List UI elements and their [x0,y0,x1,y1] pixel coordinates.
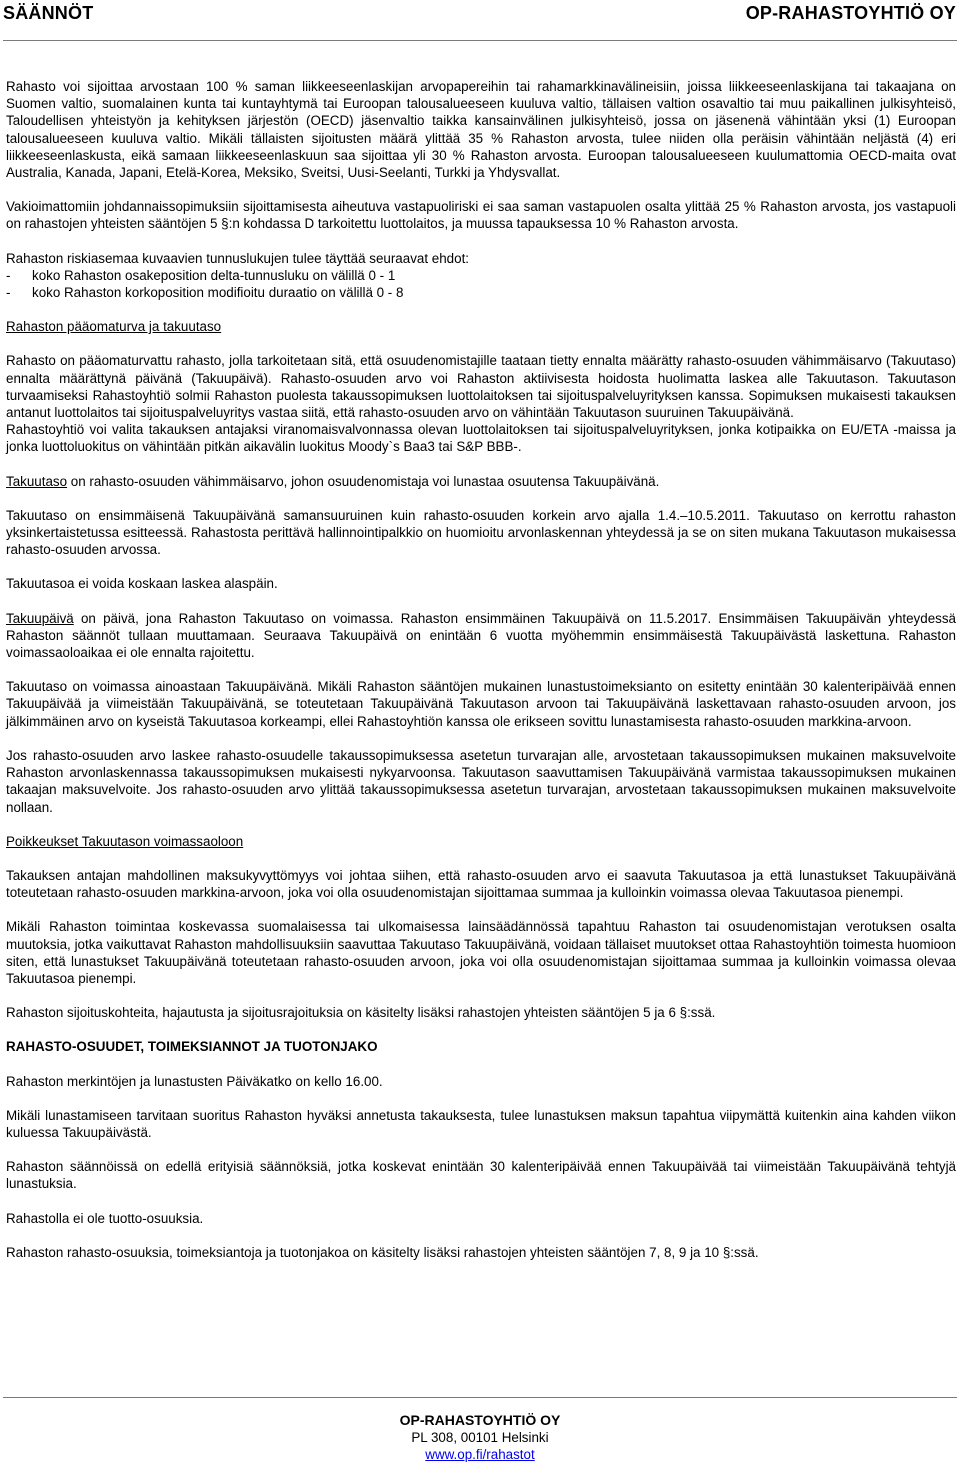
paragraph-takuupaiva-definition: Takuupäivä on päivä, jona Rahaston Takuutaso on voimassa. Rahaston ensimmäinen Takuupäivä on 11.5.2017. Ensimmäisen Takuupäivän yhteydessä Rahaston säännöt tullaan muuttamaan. Seuraava Takuupäivä on enintään 6 vuotta myöhemmin ensimmäisestä Takuupäivästä laskettuna. Rahaston voimassaoloaikaa ei ole ennalta rajoitettu. [6,610,956,661]
footer-divider [3,1397,957,1398]
page-footer [0,1412,960,1463]
paragraph-capital-protection: Rahasto on pääomaturvattu rahasto, jolla tarkoitetaan sitä, että osuudenomistajille taataan tietty ennalta määrätty rahasto-osuuden vähimmäisarvo (Takuutaso) ennalta määrättynä päivänä (Takuupäivä). Rahasto-osuuden arvo voi Rahaston aktiivisesta hoidosta huolimatta laskea alle Takuutason. Takuutason turvaamiseksi Rahastoyhtiö solmii Rahaston puolesta takaussopimuksen luottolaitoksen tai sijoituspalveluyrityksen kanssa. Sopimuksen mukaisesti takauksen antanut luottolaitos tai sijoituspalveluyritys vastaa siitä, että rahasto-osuuden arvo on vähintään Takuutason suuruinen Takuupäivänä. [6,353,956,421]
list-item-text: koko Rahaston osakeposition delta-tunnusluku on välillä 0 - 1 [32,267,396,283]
paragraph-cutoff-time: Rahaston merkintöjen ja lunastusten Päiväkatko on kello 16.00. [6,1073,383,1089]
paragraph-units-reference: Rahaston rahasto-osuuksia, toimeksiantoja ja tuotonjakoa on käsitelty lisäksi rahastojen yhteisten sääntöjen 7, 8, 9 ja 10 §:ssä. [6,1244,759,1260]
section-heading-capital-protection: Rahaston pääomaturva ja takuutaso [6,319,222,335]
section-heading-exceptions: Poikkeukset Takuutason voimassaoloon [6,833,244,849]
footer-company: OP-RAHASTOYHTIÖ OY [399,1412,561,1428]
paragraph-tax-changes: Mikäli Rahaston toimintaa koskevassa suomalaisessa tai ulkomaisessa lainsäädännössä tapahtuu Rahaston tai osuudenomistajan verotuksen osalta muutoksia, jotka vaikuttavat Rahaston mahdollisuuksiin saavuttaa Takuutaso Takuupäivänä, voidaan tällaiset muutokset ottaa Rahastoyhtiön toimesta huomioon siten, että lunastukset Takuupäivänä toteutetaan rahasto-osuuden arvoon, joka voi olla osuudenomistajan sijoittamaa summaa ja kulloinkin voimassa olevaa Takuutasoa pienempi. [6,919,956,986]
list-item [6,284,956,301]
term-takuupaiva: Takuupäivä [6,610,74,626]
paragraph-takuutaso-first: Takuutaso on ensimmäisenä Takuupäivänä samansuuruinen kuin rahasto-osuuden korkein arvo ajalla 1.4.–10.5.2011. Takuutaso on kerrottu rahaston yksinkertaistetussa esitteessä. Rahastosta perittävä hallinnointipalkkio on huomioitu arvonlaskennan yhteydessä ja se on siten mukana Takuutason mukaisessa rahasto-osuuden arvossa. [6,507,956,558]
paragraph-takuutaso-validity: Takuutaso on voimassa ainoastaan Takuupäivänä. Mikäli Rahaston sääntöjen mukainen lunastustoimeksianto on esitetty enintään 30 kalenteripäivää ennen Takuupäivää ja viimeistään Takuupäivänä, se toteutetaan Takuupäivänä Takuutason arvoon tai Takuupäivänä laskettavaan rahasto-osuuden arvoon, jos jälkimmäinen arvo on kyseistä Takuutasoa korkeampi, ellei Rahastoyhtiön kanssa ole erikseen sovittu lunastamisesta rahasto-osuuden markkina-arvoon. [6,679,956,729]
page-header [0,0,960,28]
footer-address: PL 308, 00101 Helsinki [411,1430,549,1445]
paragraph-special-redemptions: Rahaston säännöissä on edellä erityisiä säännöksiä, jotka koskevat enintään 30 kalenteripäivää ennen Takuupäivää tai viimeistään Takuupäivänä tehtyjä lunastuksia. [6,1159,956,1192]
dash-bullet: - [6,285,11,301]
company-title: OP-RAHASTOYHTIÖ OY [745,3,956,23]
list-item [6,267,956,284]
term-takuutaso: Takuutaso [6,473,68,489]
paragraph-risk-indicators-intro: Rahaston riskiasemaa kuvaavien tunnuslukujen tulee täyttää seuraavat ehdot: [6,250,470,266]
paragraph-takuutaso-never-lowered: Takuutasoa ei voida koskaan laskea alaspäin. [6,576,278,592]
dash-bullet: - [6,267,11,283]
footer-website-link[interactable]: www.op.fi/rahastot [425,1447,535,1462]
paragraph-guarantor-selection: Rahastoyhtiö voi valita takauksen antajaksi viranomaisvalvonnassa olevan luottolaitoksen tai sijoituspalveluyrityksen, jonka kotipaikka on EU/ETA -maissa ja jonka luottoluokitus on vähintään pitkän aikavälin luokitus Moody`s Baa3 tai S&P BBB-. [6,422,956,455]
paragraph-redemption-payment: Mikäli lunastamiseen tarvitaan suoritus Rahaston hyväksi annetusta takauksesta, tulee lunastuksen maksun tapahtua viipymättä kuitenkin aina kahden viikon kuluessa Takuupäivästä. [6,1107,956,1140]
paragraph-no-yield-units: Rahastolla ei ole tuotto-osuuksia. [6,1210,204,1226]
paragraph-safety-threshold: Jos rahasto-osuuden arvo laskee rahasto-osuudelle takaussopimuksessa asetetun turvarajan alle, arvostetaan takaussopimuksen mukainen maksuvelvoite Rahaston arvonlaskennassa takaussopimuksen mukaisesti nykyarvoonsa. Takuutason saavuttamisen Takuupäivänä varmistaa takaussopimuksen mukainen takaajan maksuvelvoite. Jos rahasto-osuuden arvo ylittää takaussopimuksessa asetetun turvarajan, arvostetaan takaussopimuksen mukainen maksuvelvoite nollaan. [6,747,956,815]
paragraph-guarantor-insolvency: Takauksen antajan mahdollinen maksukyvyttömyys voi johtaa siihen, että rahasto-osuuden arvo ei saavuta Takuutasoa ja että lunastukset Takuupäivänä toteutetaan rahasto-osuuden markkina-arvoon, joka voi olla osuudenomistajan sijoittamaa summaa ja kulloinkin voimassa olevaa Takuutasoa pienempi. [6,867,956,901]
header-divider [3,40,957,41]
section-heading-units-orders: RAHASTO-OSUUDET, TOIMEKSIANNOT JA TUOTONJAKO [6,1039,378,1055]
paragraph-counterparty-risk: Vakioimattomiin johdannaissopimuksiin sijoittamisesta aiheutuva vastapuoliriski ei saa saman vastapuolen osalta ylittää 25 % Rahaston arvosta, jos vastapuoli on rahastojen yhteisten sääntöjen 5 §:n kohdassa D tarkoitettu luottolaitos, ja muussa tapauksessa 10 % Rahaston arvosta. [6,199,956,232]
list-item-text: koko Rahaston korkoposition modifioitu duraatio on välillä 0 - 8 [32,285,404,301]
paragraph-takuutaso-definition: Takuutaso on rahasto-osuuden vähimmäisarvo, johon osuudenomistaja voi lunastaa osuutensa Takuupäivänä. [6,473,660,489]
document-body [6,78,956,1278]
document-type-title: SÄÄNNÖT [3,3,94,23]
paragraph-investment-reference: Rahaston sijoituskohteita, hajautusta ja sijoitusrajoituksia on käsitelty lisäksi rahastojen yhteisten sääntöjen 5 ja 6 §:ssä. [6,1005,716,1021]
paragraph-issuer-limits: Rahasto voi sijoittaa arvostaan 100 % saman liikkeeseenlaskijan arvopapereihin tai rahamarkkinavälineisiin, joissa liikkeeseenlaskijana tai takaajana on Suomen valtio, suomalainen kunta tai kuntayhtymä tai Euroopan talousalueeseen kuuluva valtio, tällaisen valtion osavaltio tai muu paikallinen julkisyhteisö, Taloudellisen yhteistyön ja kehityksen järjestön (OECD) jäsenvaltio taikka kansainvälinen julkisyhteisö, jossa on jäsenenä vähintään yksi (1) Euroopan talousalueeseen kuuluva valtio. Mikäli tällaisten sijoitusten määrä ylittää 35 % Rahaston arvosta, tulee niiden olla peräisin vähintään neljästä (4) eri liikkeeseenlaskusta, eikä samaan liikkeeseenlaskuun saa sijoittaa yli 30 % Rahaston arvosta. Euroopan talousalueeseen kuulumattomia OECD-maita ovat Australia, Kanada, Japani, Etelä-Korea, Meksiko, Sveitsi, Uusi-Seelanti, Turkki ja Yhdysvallat. [6,79,956,181]
